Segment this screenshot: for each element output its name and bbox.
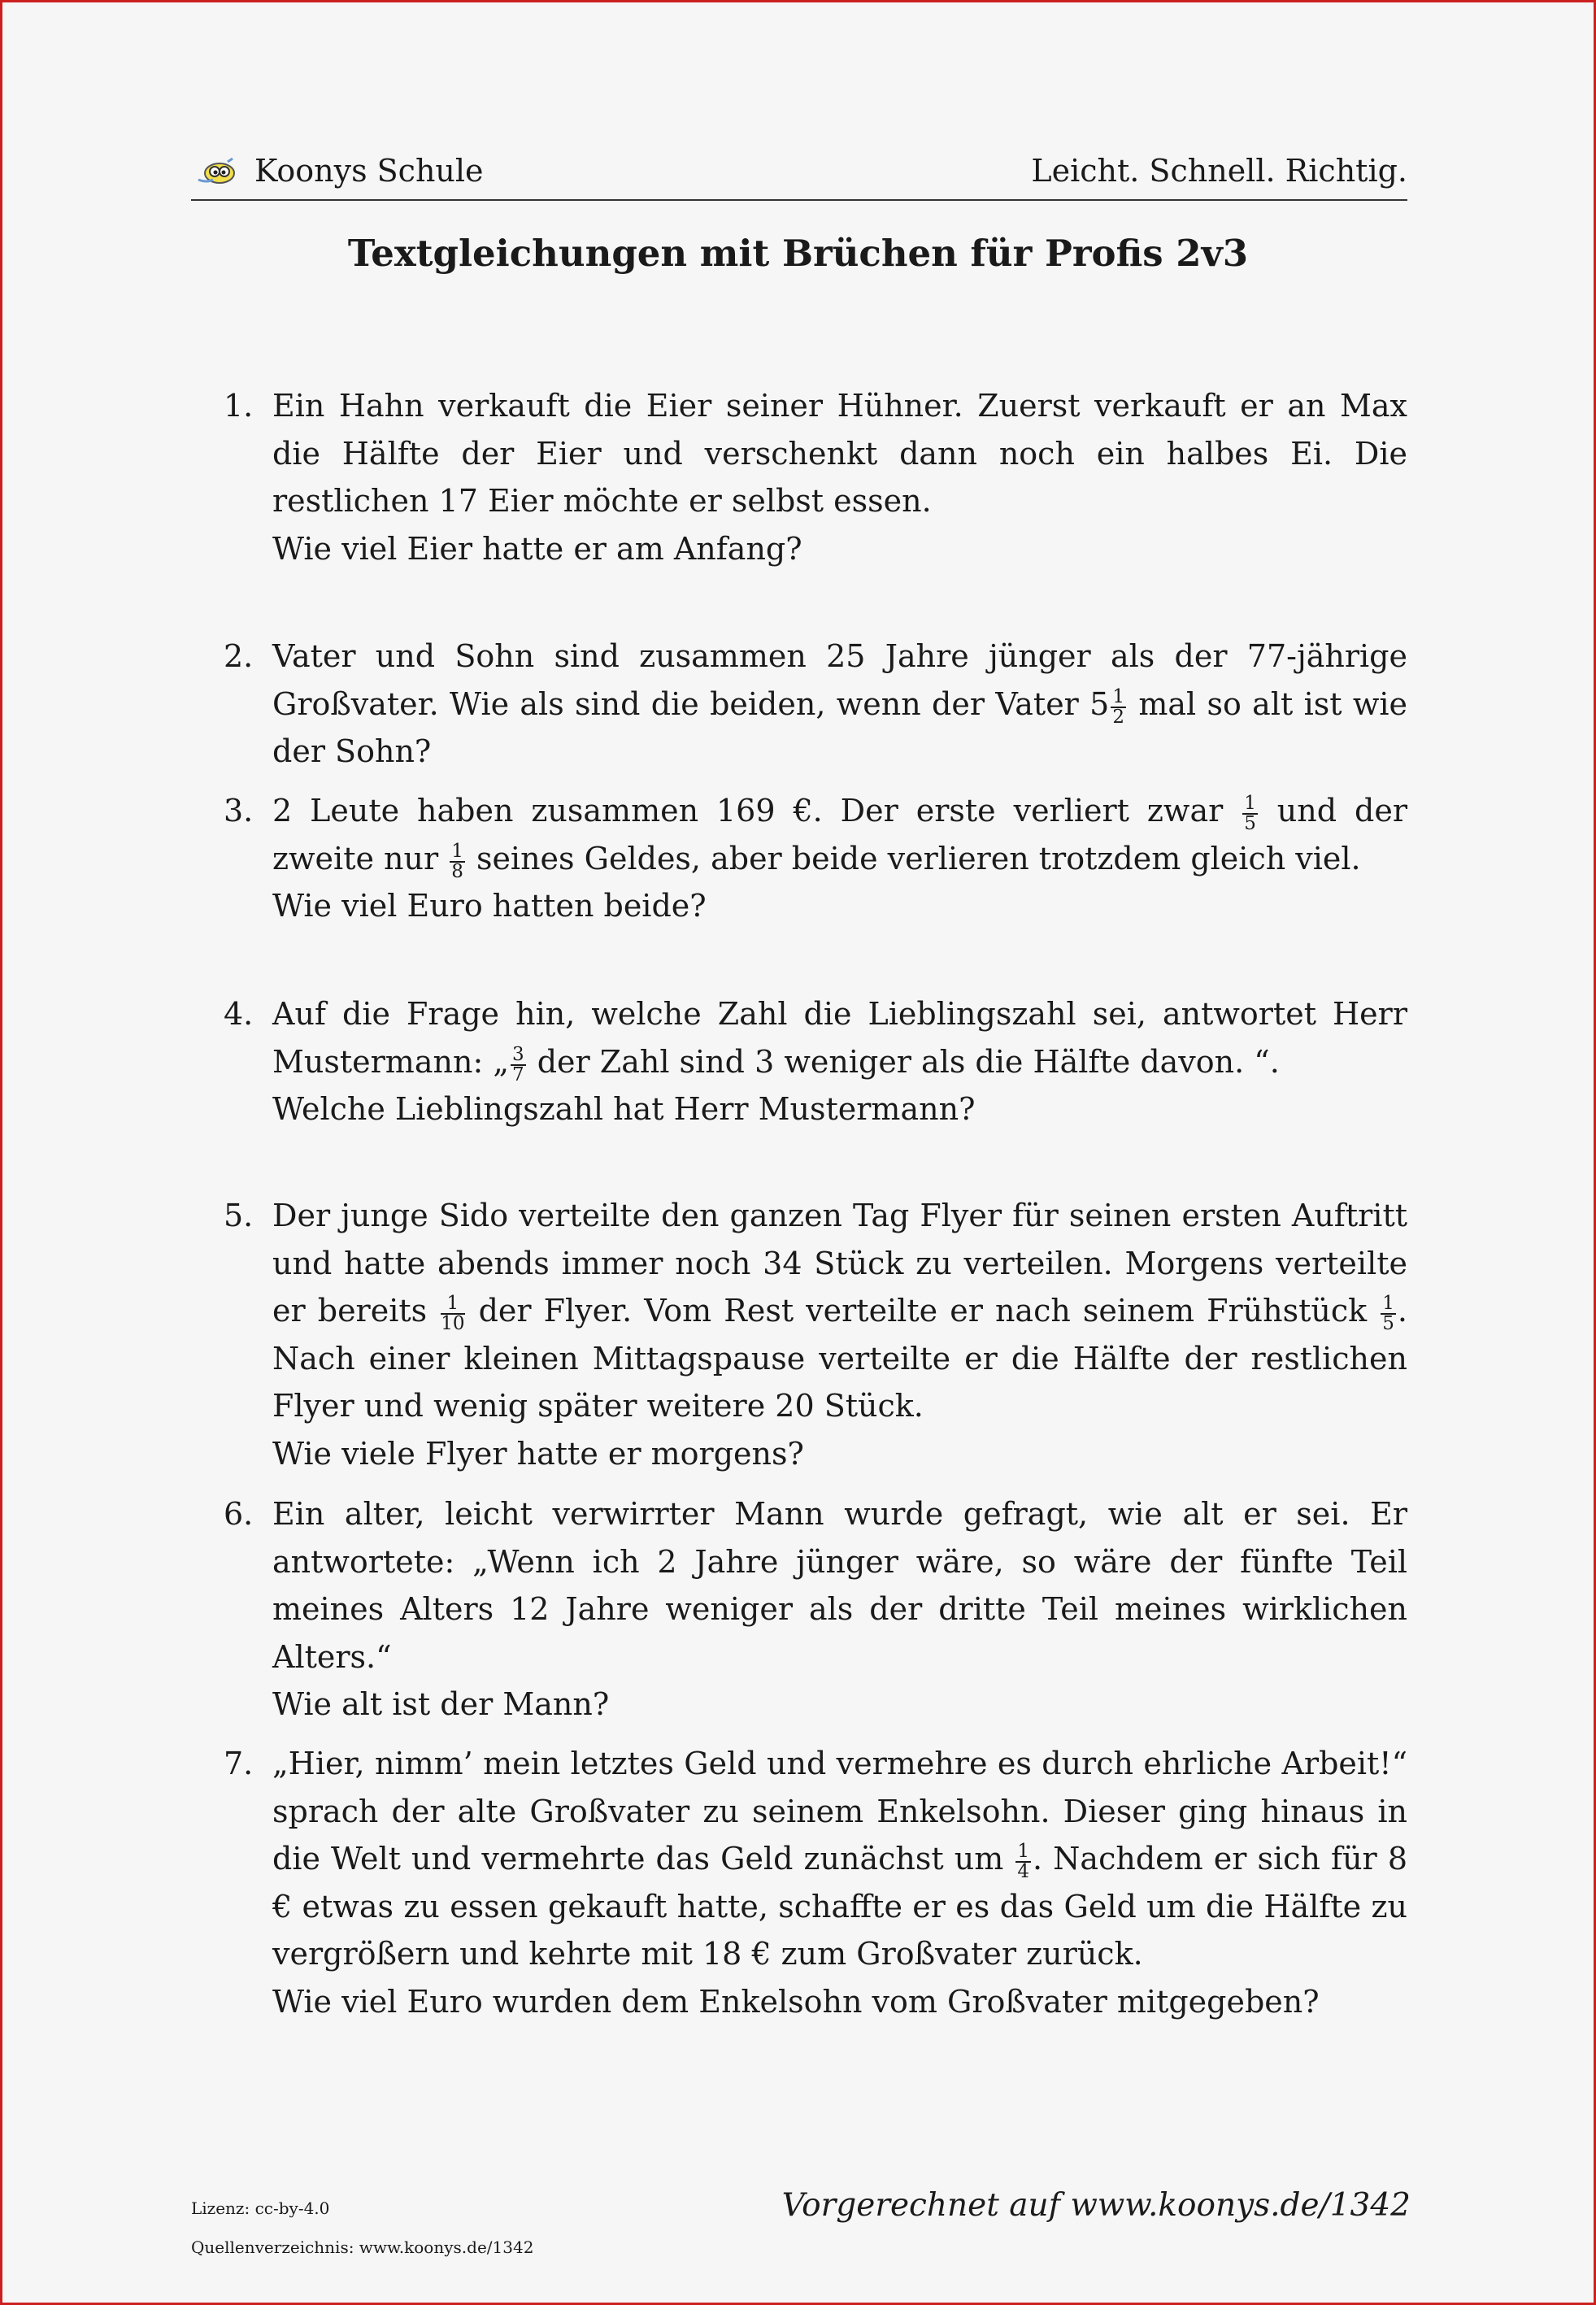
problem-7 [224,1740,1407,2025]
text-part: seines Geldes, aber beide verlieren trotzdem gleich viel. [466,840,1361,876]
problem-number: 6. [224,1496,254,1532]
fraction-numerator: 3 [512,1043,524,1065]
text-part: Der junge Sido verteilte den ganzen Tag Flyer für seinen ersten Auftritt und hatte abends immer noch 34 Stück zu verteilen. Morgens verteilte er bereits [272,1198,1407,1329]
problem-6 [224,1490,1407,1729]
license-note: Lizenz: cc-by-4.0 [191,2198,330,2218]
fraction-numerator: 1 [1382,1293,1394,1315]
text-part: mal so alt ist wie der Sohn? [272,685,1407,769]
problem-question: Wie viel Euro wurden dem Enkelsohn vom Großvater mitgegeben? [272,1983,1320,2020]
text-part: der Flyer. Vom Rest verteilte er nach seinem Frühstück [466,1293,1380,1329]
sources-note: Quellenverzeichnis: www.koonys.de/1342 [191,2238,534,2257]
problem-question: Wie viel Eier hatte er am Anfang? [272,530,802,567]
fraction-denominator: 5 [1382,1313,1394,1335]
fraction [511,1043,526,1085]
fraction-numerator: 1 [451,840,463,862]
problem-question: Wie alt ist der Mann? [272,1686,610,1722]
fraction-denominator: 10 [441,1313,465,1335]
page-title: Textgleichungen mit Brüchen für Profis 2v3 [347,232,1249,275]
problem-text [272,1740,1407,1978]
koonys-logo-icon [195,155,237,186]
fraction-numerator: 1 [1112,685,1124,707]
problem-question: Wie viel Euro hatten beide? [272,888,707,924]
fraction-denominator: 2 [1112,706,1124,728]
text-part: . Nachdem er sich für 8 € etwas zu essen gekauft hatte, schaffte er es das Geld um die Hälfte zu vergrößern und kehrte mit 18 € zum Großvater zurück. [272,1841,1407,1972]
fraction-denominator: 8 [451,860,463,882]
slogan: Leicht. Schnell. Richtig. [1031,153,1407,189]
problem-number: 1. [224,388,254,424]
problem-4 [224,990,1407,1133]
fraction-numerator: 1 [1244,793,1256,815]
problem-5 [224,1192,1407,1477]
problem-text: Ein Hahn verkauft die Eier seiner Hühner. Zuerst verkauft er an Max die Hälfte der Eier und verschenkt dann noch ein halbes Ei. Die restlichen 17 Eier möchte er selbst essen. [272,388,1407,519]
fraction [1381,1294,1396,1333]
fraction [441,1294,464,1333]
fraction-numerator: 1 [441,1294,464,1315]
problem-number: 3. [224,793,254,828]
fraction [1111,685,1126,728]
problem-question: Welche Lieblingszahl hat Herr Mustermann? [272,1091,976,1127]
text-part: Auf die Frage hin, welche Zahl die Lieblingszahl sei, antwortet Herr Mustermann: „ [272,996,1407,1080]
fraction-denominator: 7 [512,1063,524,1085]
problem-text [272,633,1407,776]
problem-3 [224,787,1407,930]
problem-number: 2. [224,638,254,674]
problem-text [272,787,1407,882]
problem-number: 4. [224,996,254,1032]
problem-number: 5. [224,1198,254,1233]
problem-text [272,990,1407,1085]
problem-text: Ein alter, leicht verwirrter Mann wurde gefragt, wie alt er sei. Er antwortete: „Wenn ich 2 Jahre jünger wäre, so wäre der fünfte Teil meines Alters 12 Jahre weniger als der dritte Teil meines wirklichen Alters.“ [272,1496,1407,1675]
text-part: Vater und Sohn sind zusammen 25 Jahre jünger als der 77-jährige Großvater. Wie als sind die beiden, wenn der Vater 5 [272,638,1407,722]
text-part: . Nach einer kleinen Mittagspause verteilte er die Hälfte der restlichen Flyer und wenig später weitere 20 Stück. [272,1293,1407,1424]
text-part: der Zahl sind 3 weniger als die Hälfte davon. “. [527,1043,1280,1080]
text-part: „Hier, nimm’ mein letztes Geld und vermehre es durch ehrliche Arbeit!“ sprach der alte Großvater zu seinem Enkelsohn. Dieser ging hinaus in die Welt und vermehrte das Geld zunächst um [272,1746,1407,1877]
problem-1 [224,382,1407,572]
brand-name: Koonys Schule [254,153,484,189]
fraction-numerator: 1 [1017,1841,1029,1863]
fraction [450,842,465,881]
text-part: und der zweite nur [272,793,1407,876]
page-header [191,150,1407,201]
text-part: 2 Leute haben zusammen 169 €. Der erste verliert zwar [272,793,1242,828]
fraction [1015,1842,1031,1881]
solution-link[interactable]: Vorgerechnet auf www.koonys.de/1342 [781,2187,1411,2224]
problem-2 [224,633,1407,776]
fraction-denominator: 4 [1017,1861,1029,1883]
problem-question: Wie viele Flyer hatte er morgens? [272,1435,804,1472]
problem-number: 7. [224,1746,254,1781]
fraction-denominator: 5 [1244,813,1256,835]
fraction [1242,794,1258,833]
problem-text [272,1192,1407,1430]
